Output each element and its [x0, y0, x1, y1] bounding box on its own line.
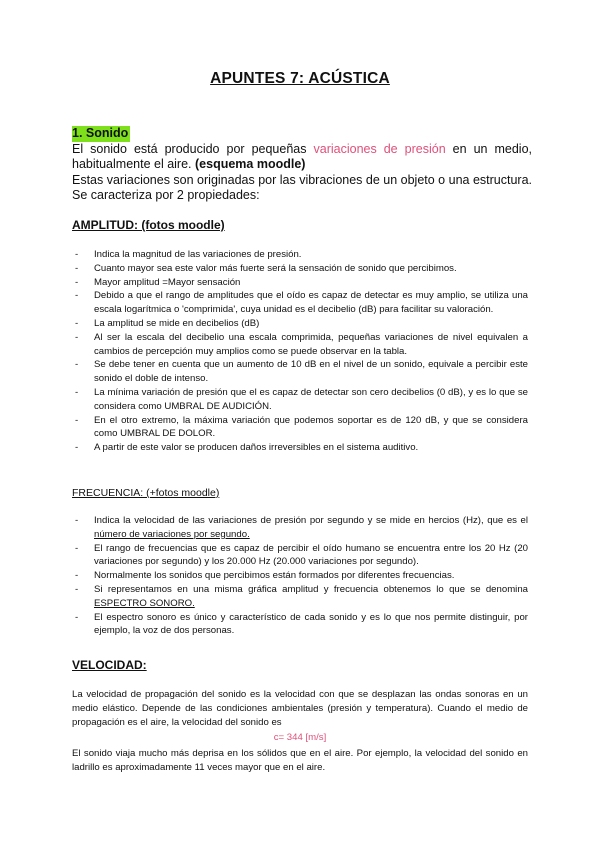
sonido-paragraph-2: Estas variaciones son originadas por las vibraciones de un objeto o una estructura. — [72, 172, 532, 187]
list-item: - Se debe tener en cuenta que un aumento de 10 dB en el nivel de un sonido, equivale a percibir este sonido el doble de intenso. — [72, 358, 528, 386]
list-item: - En el otro extremo, la máxima variación que podemos soportar es de 120 dB, y que se considera como UMBRAL DE DOLOR. — [72, 414, 528, 442]
frecuencia-item-1-text: Indica la velocidad de las variaciones de presión por segundo y se mide en hercios (Hz), que es el — [94, 515, 528, 526]
frecuencia-heading: FRECUENCIA: (+fotos moodle) — [72, 487, 220, 499]
list-item: - Debido a que el rango de amplitudes que el oído es capaz de detectar es muy amplio, se utiliza una escala logarítmica o 'comprimida', cuya unidad es el decibelio (dB) para facilitar su valoración. — [72, 289, 528, 317]
velocidad-body — [72, 688, 528, 775]
frecuencia-item-4-underlined: ESPECTRO SONORO. — [94, 597, 195, 609]
sonido-text-2: en un medio, habitualmente el aire. — [72, 141, 533, 172]
section-sonido — [72, 126, 532, 204]
list-item: - El rango de frecuencias que es capaz de percibir el oído humano se encuentra entre los 20 Hz (20 variaciones por segundo) y los 20.000 Hz (20.000 variaciones por segundo). — [72, 542, 528, 570]
velocidad-heading: VELOCIDAD: — [72, 658, 147, 672]
sonido-text: El sonido está producido por pequeñas — [72, 141, 314, 156]
amplitud-heading: AMPLITUD: (fotos moodle) — [72, 218, 225, 232]
list-item: - Indica la magnitud de las variaciones de presión. — [72, 248, 528, 262]
sonido-paragraph-3: Se caracteriza por 2 propiedades: — [72, 188, 260, 203]
amplitud-list — [72, 248, 528, 455]
list-item — [72, 514, 528, 542]
velocidad-paragraph-2: El sonido viaja mucho más deprisa en los sólidos que en el aire. Por ejemplo, la velocidad del sonido en ladrillo es aproximadamente 11 veces mayor que en el aire. — [72, 748, 528, 773]
page-title: APUNTES 7: ACÚSTICA — [210, 70, 390, 87]
list-item: - Normalmente los sonidos que percibimos están formados por diferentes frecuencias. — [72, 569, 528, 583]
list-item: - El espectro sonoro es único y característico de cada sonido y es lo que nos permite distinguir, por ejemplo, la voz de dos personas. — [72, 611, 528, 639]
frecuencia-list — [72, 514, 528, 638]
list-item: - La mínima variación de presión que el es capaz de detectar son cero decibelios (0 dB), y es lo que se considera como UMBRAL DE AUDICIÓN. — [72, 386, 528, 414]
list-item: - Al ser la escala del decibelio una escala comprimida, pequeñas variaciones de nivel equivalen a cambios de percepción muy amplios como se puede observar en la tabla. — [72, 331, 528, 359]
speed-formula: c= 344 [m/s] — [273, 732, 327, 744]
frecuencia-item-1-underlined: número de variaciones por segundo. — [94, 528, 250, 540]
highlighted-term: variaciones de presión — [313, 141, 446, 156]
velocidad-paragraph-1: La velocidad de propagación del sonido es la velocidad con que se desplazan las ondas sonoras en un medio elástico. Depende de las condiciones ambientales (presión y temperatura). Cuando el medio de propagación es el aire, la velocidad del sonido es — [72, 689, 528, 728]
list-item: - La amplitud se mide en decibelios (dB) — [72, 317, 528, 331]
moodle-reference: (esquema moodle) — [195, 157, 306, 172]
list-item — [72, 583, 528, 611]
section-sonido-heading: 1. Sonido — [72, 126, 129, 140]
list-item: - A partir de este valor se producen daños irreversibles en el sistema auditivo. — [72, 441, 528, 455]
list-item: - Cuanto mayor sea este valor más fuerte será la sensación de sonido que percibimos. — [72, 262, 528, 276]
frecuencia-item-4-text: Si representamos en una misma gráfica amplitud y frecuencia obtenemos lo que se denomina — [94, 583, 528, 595]
list-item: - Mayor amplitud =Mayor sensación — [72, 276, 528, 290]
sonido-paragraph-1 — [72, 142, 532, 173]
